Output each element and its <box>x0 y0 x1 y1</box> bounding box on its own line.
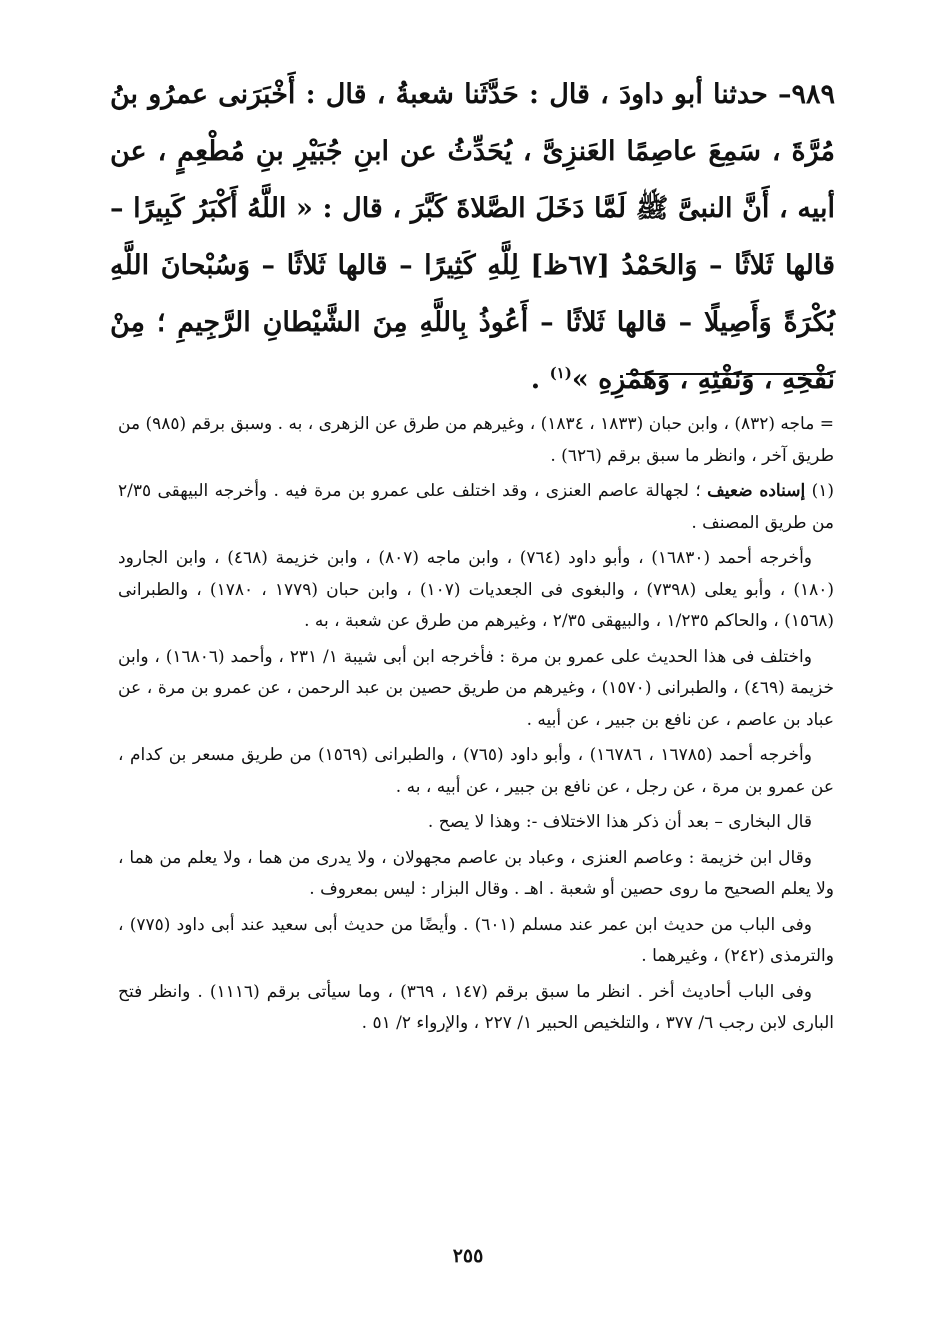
footnote-paragraph: وأخرجه أحمد (١٦٨٣٠) ، وأبو داود (٧٦٤) ، وابن ماجه (٨٠٧) ، وابن خزيمة (٤٦٨) ، وابن الجارود (١٨٠) ، وأبو يعلى (٧٣٩٨) ، والبغوى فى الجعديات (١٠٧) ، وابن حبان (١٧٧٩ ، ١٧٨٠) ، والطبرانى (١٥٦٨) ، والحاكم ١/٢٣٥ ، والبيهقى ٢/٣٥ ، وغيرهم من طرق عن شعبة ، به . <box>118 548 835 631</box>
hadith-body: حدثنا أبو داودَ ، قال : حَدَّثَنا شعبةُ ، قال : أَخْبَرَنى عمرُو بنُ مُرَّةَ ، سَمِعَ عاصِمًا العَنزِىَّ ، يُحَدِّثُ عن ابنِ جُبَيْرِ بنِ مُطْعِمٍ ، عن أبيه ، أَنَّ النبىَّ ﷺ لَمَّا دَخَلَ الصَّلاةَ كَبَّرَ ، قال : « اللَّهُ أَكْبَرُ كَبِيرًا – قالها ثَلاثًا – وَالحَمْدُ [٦٧ظ] لِلَّهِ كَثِيرًا – قالها ثَلاثًا – وَسُبْحانَ اللَّهِ بُكْرَةً وَأَصِيلًا – قالها ثَلاثًا – أَعُوذُ بِاللَّهِ مِنَ الشَّيْطانِ الرَّجِيمِ ؛ مِنْ نَفْخِهِ ، وَنَفْثِهِ ، وَهَمْزِهِ » <box>110 79 836 395</box>
footnote-1-rest: ؛ لجهالة عاصم العنزى ، وقد اختلف على عمرو بن مرة فيه . وأخرجه البيهقى ٢/٣٥ من طريق المصنف . <box>118 481 834 533</box>
footnote-1-prefix: (١) <box>805 481 834 501</box>
footnote-paragraph: وفى الباب أحاديث أخر . انظر ما سبق برقم (١٤٧ ، ٣٦٩) ، وما سيأتى برقم (١١١٦) . وانظر فتح البارى لابن رجب ٦/ ٣٧٧ ، والتلخيص الحبير ١/ ٢٢٧ ، والإرواء ٢/ ٥١ . <box>118 981 834 1033</box>
footnote-paragraph: وقال ابن خزيمة : وعاصم العنزى ، وعباد بن عاصم مجهولان ، ولا يدرى من هما ، ولا يعلم من هما ، ولا يعلم الصحيح ما روى حصين أو شعبة . اهـ . وقال البزار : ليس بمعروف . <box>118 847 834 899</box>
footnote-continuation: = ماجه (٨٣٢) ، وابن حبان (١٨٣٣ ، ١٨٣٤) ، وغيرهم من طرق عن الزهرى ، به . وسبق برقم (٩٨٥) من طريق آخر ، وانظر ما سبق برقم (٦٢٦) . <box>118 414 834 466</box>
page-number: ٢٥٥ <box>452 1245 484 1267</box>
footnote-separator <box>626 373 830 375</box>
footnote-1 <box>118 476 834 539</box>
footnote-marker: (١) <box>549 364 572 382</box>
footnote-paragraph: واختلف فى هذا الحديث على عمرو بن مرة : فأخرجه ابن أبى شيبة ١/ ٢٣١ ، وأحمد (١٦٨٠٦) ، وابن خزيمة (٤٦٩) ، والطبرانى (١٥٧٠) ، وغيرهم من طريق حصين بن عبد الرحمن ، عن عمرو بن مرة ، عن عباد بن عاصم ، عن نافع بن جبير ، عن أبيه . <box>118 646 834 730</box>
hadith-text-block <box>110 66 835 408</box>
footnote-paragraph: قال البخارى – بعد أن ذكر هذا الاختلاف -: وهذا لا يصح . <box>427 812 812 832</box>
hadith-number: ٩٨٩– <box>777 79 835 110</box>
hadith-end: . <box>530 364 550 395</box>
footnote-paragraph: وأخرجه أحمد (١٦٧٨٥ ، ١٦٧٨٦) ، وأبو داود (٧٦٥) ، والطبرانى (١٥٦٩) من طريق مسعر بن كدام ، عن عمرو بن مرة ، عن رجل ، عن نافع بن جبير ، عن أبيه ، به . <box>118 745 834 797</box>
footnote-paragraph: وفى الباب من حديث ابن عمر عند مسلم (٦٠١) . وأيضًا من حديث أبى سعيد عند أبى داود (٧٧٥) ، والترمذى (٢٤٢) ، وغيرهما . <box>118 914 834 966</box>
footnotes-block <box>118 409 834 1044</box>
footnote-1-verdict: إسناده ضعيف <box>707 481 806 501</box>
